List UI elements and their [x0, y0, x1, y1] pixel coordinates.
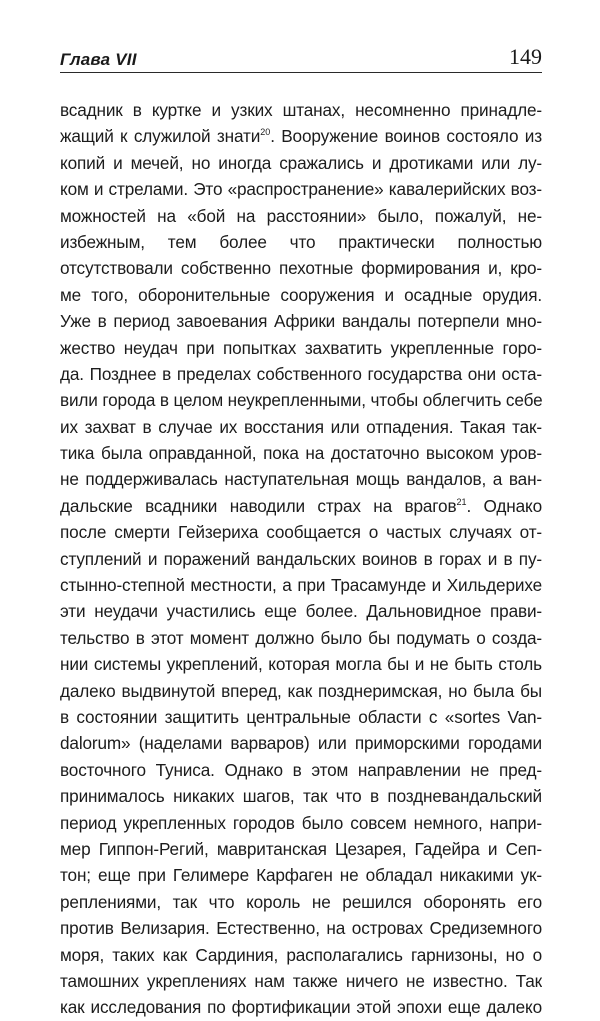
- text-line: [60, 519, 542, 545]
- line-text: всадник в куртке и узких штанах, несомненно принадле-: [60, 100, 542, 120]
- line-text: нии системы укреплений, которая могла бы и не быть столь: [60, 654, 542, 675]
- line-text: вили города в целом неукрепленными, чтобы облегчить себе: [60, 390, 542, 411]
- line-text-continued: . Однако: [466, 495, 542, 516]
- text-line: [60, 203, 542, 229]
- line-text: принималось никаких шагов, так что в поздневандальский: [60, 786, 542, 807]
- line-text: избежным, тем более что практически полностью: [60, 231, 542, 252]
- text-line: [60, 387, 542, 413]
- text-line: [60, 836, 542, 862]
- line-text: тамошних укреплениях нам также ничего не известно. Так: [60, 970, 542, 991]
- line-text: период укрепленных городов было совсем немного, напри-: [60, 812, 542, 833]
- chapter-title: Глава VII: [60, 50, 137, 69]
- body-text: [60, 97, 542, 1021]
- text-line: [60, 361, 542, 387]
- text-line: [60, 757, 542, 783]
- text-line: [60, 97, 542, 123]
- line-text: ком и стрелами. Это «распространение» кавалерийских воз-: [60, 179, 542, 200]
- text-line: [60, 466, 542, 492]
- line-text: против Велизария. Естественно, на островах Средиземного: [60, 918, 542, 939]
- line-text: восточного Туниса. Однако в этом направлении не пред-: [60, 759, 542, 780]
- line-text: да. Позднее в пределах собственного государства они оста-: [60, 363, 542, 384]
- line-text: dalorum» (наделами варваров) или приморскими городами: [60, 733, 542, 754]
- line-text: эти неудачи участились еще более. Дальновидное прави-: [60, 601, 542, 622]
- text-line: [60, 150, 542, 176]
- line-text: мер Гиппон-Регий, мавританская Цезарея, Гадейра и Сеп-: [60, 838, 542, 859]
- text-line: [60, 282, 542, 308]
- line-text: реплениями, так что король не решился оборонять его: [60, 891, 542, 912]
- line-text: тельство в этот момент должно было бы подумать о созда-: [60, 627, 542, 648]
- text-line: [60, 546, 542, 572]
- text-line: [60, 335, 542, 361]
- line-text: как исследования по фортификации этой эпохи еще далеко: [60, 997, 542, 1018]
- footnote-marker: 20: [260, 127, 271, 138]
- line-text: ступлений и поражений вандальских воинов в горах и в пу-: [60, 548, 542, 569]
- line-text: далеко выдвинутой вперед, как позднеримская, но была бы: [60, 680, 542, 701]
- text-line: [60, 862, 542, 888]
- text-line: [60, 229, 542, 255]
- line-text: их захват в случае их восстания или отпадения. Такая так-: [60, 416, 542, 437]
- text-line: [60, 625, 542, 651]
- text-line: [60, 678, 542, 704]
- text-line: [60, 968, 542, 994]
- line-text: не поддерживалась наступательная мощь вандалов, а ван-: [60, 469, 542, 490]
- line-text: тон; еще при Гелимере Карфаген не обладал никакими ук-: [60, 865, 542, 886]
- text-line: [60, 572, 542, 598]
- text-line: [60, 176, 542, 202]
- line-text: копий и мечей, но иногда сражались и дротиками или лу-: [60, 152, 542, 173]
- text-line: [60, 810, 542, 836]
- header-rule: [60, 72, 542, 73]
- running-header: [60, 44, 542, 74]
- footnote-marker: 21: [456, 496, 467, 507]
- text-line: [60, 308, 542, 334]
- line-text: ме того, оборонительные сооружения и осадные орудия.: [60, 284, 542, 305]
- text-line: [60, 994, 542, 1020]
- line-text: отсутствовали собственно пехотные формирования и, кро-: [60, 258, 542, 279]
- text-line: [60, 414, 542, 440]
- line-text: в состоянии защитить центральные области с «sortes Van-: [60, 706, 542, 727]
- line-text: моря, таких как Сардиния, располагались гарнизоны, но о: [60, 944, 542, 965]
- text-line: [60, 783, 542, 809]
- text-line: [60, 123, 542, 149]
- line-text: можностей на «бой на расстоянии» было, пожалуй, не-: [60, 205, 542, 226]
- page-number: 149: [509, 44, 542, 69]
- text-line: [60, 730, 542, 756]
- text-line: [60, 255, 542, 281]
- line-text-continued: . Вооружение воинов состояло из: [270, 126, 542, 147]
- text-line: [60, 651, 542, 677]
- line-text: дальские всадники наводили страх на врагов: [60, 495, 457, 516]
- line-text: стынно-степной местности, а при Трасамунде и Хильдерихе: [60, 575, 542, 596]
- line-text: тика была оправданной, пока на достаточно высоком уров-: [60, 443, 542, 464]
- text-line: [60, 440, 542, 466]
- line-text: после смерти Гейзериха сообщается о частых случаях от-: [60, 522, 542, 543]
- line-text: жество неудач при попытках захватить укрепленные горо-: [60, 337, 542, 358]
- line-text: Уже в период завоевания Африки вандалы потерпели мно-: [60, 311, 542, 332]
- line-text: жащий к служилой знати: [60, 126, 261, 147]
- text-line: [60, 915, 542, 941]
- text-line: [60, 704, 542, 730]
- text-line: [60, 493, 542, 519]
- text-line: [60, 889, 542, 915]
- text-line: [60, 598, 542, 624]
